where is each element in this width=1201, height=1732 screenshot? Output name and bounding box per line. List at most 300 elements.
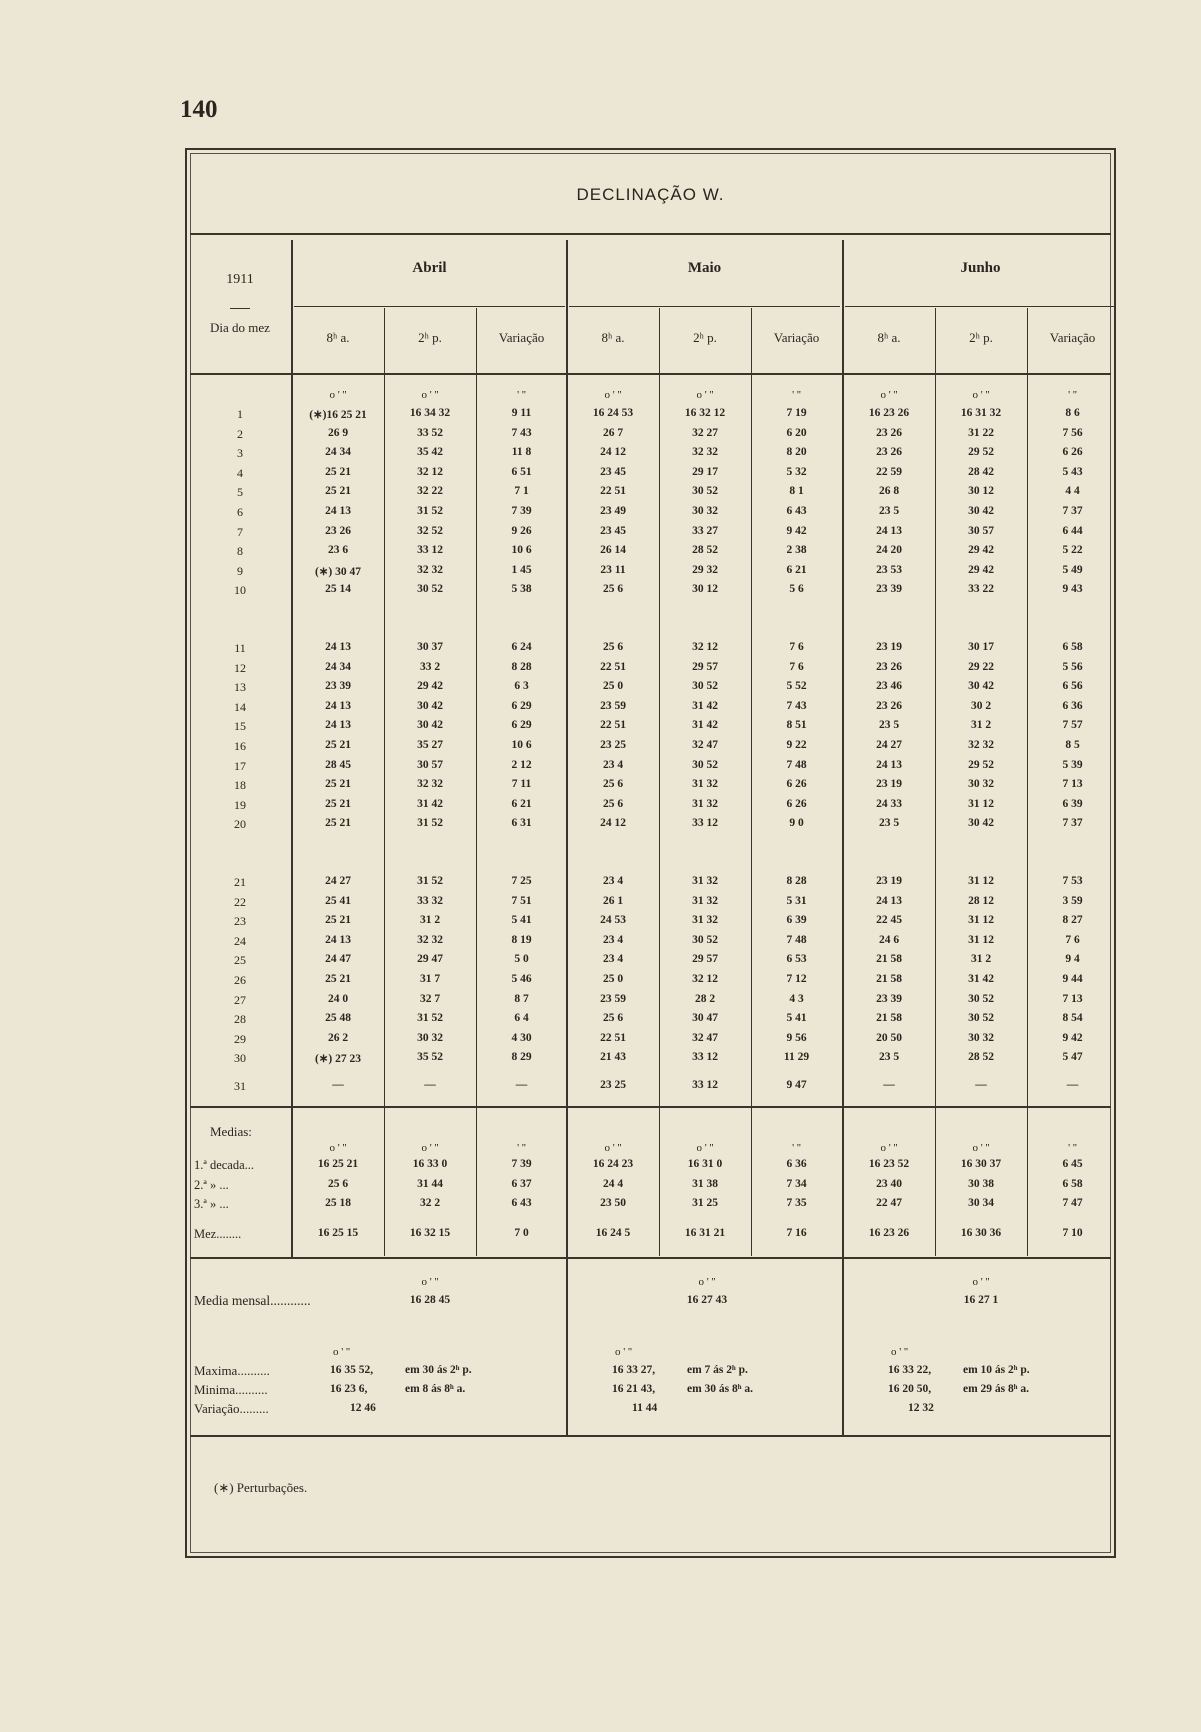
col-header: 8ʰ a. bbox=[601, 330, 625, 345]
table-cell: 30 12 bbox=[968, 485, 994, 498]
table-cell: 9 22 bbox=[786, 739, 807, 751]
table-cell: 25 41 bbox=[325, 894, 351, 907]
unit-marks: ' '' bbox=[517, 1142, 526, 1154]
table-cell: 23 26 bbox=[325, 524, 351, 537]
table-cell: 6 44 bbox=[1062, 524, 1083, 537]
unit-marks: ' '' bbox=[517, 389, 526, 401]
month-mean-cell: 16 25 15 bbox=[317, 1227, 359, 1239]
month-mean-cell: 16 31 21 bbox=[684, 1227, 726, 1239]
table-cell: 26 2 bbox=[327, 1031, 349, 1044]
table-cell: 30 52 bbox=[417, 583, 443, 596]
table-cell: 7 56 bbox=[1062, 426, 1083, 439]
extreme-min: 16 20 50, bbox=[888, 1383, 932, 1395]
table-cell: 26 1 bbox=[602, 894, 624, 907]
month-header-rule bbox=[569, 306, 840, 307]
unit-marks: ' '' bbox=[1068, 389, 1077, 401]
day-number: 27 bbox=[234, 992, 246, 1007]
table-cell: 28 52 bbox=[968, 1051, 994, 1064]
table-cell: 7 25 bbox=[511, 875, 532, 887]
table-cell: 33 27 bbox=[692, 524, 718, 537]
unit-marks: o ' '' bbox=[604, 389, 622, 401]
footnote: (∗) Perturbações. bbox=[214, 1480, 308, 1495]
day-number: 1 bbox=[237, 407, 243, 421]
table-cell: 24 12 bbox=[600, 817, 626, 830]
monthly-mean-value: 16 27 1 bbox=[963, 1294, 999, 1306]
table-cell: 5 22 bbox=[1062, 544, 1083, 557]
means-cell: 6 36 bbox=[786, 1158, 807, 1170]
unit-marks: o ' '' bbox=[333, 1346, 350, 1358]
table-cell: 21 58 bbox=[876, 973, 902, 985]
table-cell: 22 59 bbox=[876, 465, 902, 478]
table-cell: 9 42 bbox=[1062, 1031, 1083, 1044]
table-cell: 24 12 bbox=[600, 446, 626, 459]
means-cell: 23 40 bbox=[876, 1177, 902, 1190]
table-cell: 30 2 bbox=[970, 699, 992, 712]
table-cell: 23 19 bbox=[876, 641, 902, 653]
means-cell: 6 37 bbox=[511, 1177, 532, 1190]
table-cell: 33 32 bbox=[417, 894, 443, 907]
means-cell: 16 31 0 bbox=[687, 1158, 723, 1170]
table-cell: 23 26 bbox=[876, 699, 902, 712]
table-cell: 23 5 bbox=[878, 1051, 900, 1064]
table-cell: 21 58 bbox=[876, 1012, 902, 1025]
table-cell: 22 51 bbox=[600, 485, 626, 498]
table-cell: 29 47 bbox=[417, 953, 443, 966]
table-cell: 23 26 bbox=[876, 660, 902, 673]
day-number: 11 bbox=[234, 641, 246, 655]
table-cell: 8 51 bbox=[786, 719, 807, 732]
table-cell: 29 42 bbox=[417, 680, 443, 693]
table-cell: 30 52 bbox=[968, 1012, 994, 1025]
means-cell: 16 33 0 bbox=[412, 1158, 448, 1170]
table-cell: 6 53 bbox=[786, 953, 807, 966]
table-cell: 4 4 bbox=[1065, 485, 1080, 498]
table-cell: 30 57 bbox=[417, 758, 443, 771]
unit-marks: o ' '' bbox=[329, 1142, 347, 1154]
table-cell: 25 21 bbox=[325, 914, 351, 927]
table-cell: 29 57 bbox=[692, 953, 718, 966]
table-cell: 7 48 bbox=[786, 933, 807, 946]
means-row-label: 3.ª » ... bbox=[194, 1197, 229, 1212]
table-cell: 6 4 bbox=[514, 1012, 529, 1025]
means-row-label: 1.ª decada... bbox=[194, 1158, 255, 1172]
table-title: DECLINAÇÃO W. bbox=[576, 185, 725, 204]
table-cell: 20 50 bbox=[876, 1031, 902, 1044]
unit-marks: o ' '' bbox=[615, 1346, 632, 1358]
table-cell: 26 8 bbox=[878, 485, 900, 498]
table-cell: 25 6 bbox=[602, 778, 624, 791]
table-cell: 24 34 bbox=[325, 446, 351, 459]
month-row-label: Mez........ bbox=[194, 1227, 242, 1241]
table-cell: 7 19 bbox=[786, 407, 807, 419]
table-cell: 6 24 bbox=[511, 641, 532, 653]
table-cell: 30 42 bbox=[968, 680, 994, 693]
table-cell: 33 12 bbox=[417, 544, 443, 557]
table-cell: 28 45 bbox=[325, 758, 351, 771]
extreme-min-note: em 8 ás 8ʰ a. bbox=[405, 1383, 466, 1395]
table-cell: 31 52 bbox=[417, 1012, 443, 1025]
means-cell: 16 24 23 bbox=[592, 1158, 634, 1170]
table-cell: 25 6 bbox=[602, 583, 624, 596]
table-cell: 33 22 bbox=[968, 583, 994, 596]
table-cell: 2 12 bbox=[511, 758, 532, 771]
table-cell: 28 12 bbox=[968, 894, 994, 907]
col-header: Variação bbox=[498, 330, 545, 345]
table-cell: 35 42 bbox=[417, 446, 443, 459]
table-cell: 23 59 bbox=[600, 699, 626, 712]
table-cell: 30 12 bbox=[692, 583, 718, 596]
table-cell: 25 6 bbox=[602, 1012, 624, 1025]
table-cell: 7 57 bbox=[1062, 719, 1083, 732]
table-cell: 35 27 bbox=[417, 739, 443, 751]
table-cell: — bbox=[515, 1079, 528, 1091]
means-cell: 7 34 bbox=[786, 1177, 807, 1190]
table-cell: 25 6 bbox=[602, 797, 624, 810]
table-cell: 32 32 bbox=[417, 778, 443, 791]
table-cell: 6 26 bbox=[786, 797, 807, 810]
table-cell: 25 21 bbox=[325, 739, 351, 751]
table-cell: 23 19 bbox=[876, 875, 902, 887]
day-number: 31 bbox=[234, 1079, 246, 1093]
table-cell: 8 20 bbox=[786, 446, 807, 459]
table-cell: 25 21 bbox=[325, 778, 351, 791]
table-cell: 30 32 bbox=[692, 505, 718, 517]
table-cell: 26 7 bbox=[602, 426, 624, 439]
table-cell: 5 49 bbox=[1062, 563, 1083, 576]
day-number: 28 bbox=[234, 1012, 246, 1027]
header-rule bbox=[190, 373, 1111, 375]
means-cell: 23 50 bbox=[600, 1197, 626, 1210]
col-header: 2ʰ p. bbox=[693, 330, 717, 345]
table-cell: 31 2 bbox=[970, 719, 992, 732]
unit-marks: ' '' bbox=[792, 1142, 801, 1154]
means-cell: 32 2 bbox=[419, 1197, 441, 1210]
table-cell: (∗)16 25 21 bbox=[309, 409, 367, 421]
monthly-mean-value: 16 27 43 bbox=[686, 1294, 728, 1306]
table-cell: 9 0 bbox=[789, 817, 804, 830]
table-cell: 23 5 bbox=[878, 505, 900, 517]
table-cell: 6 29 bbox=[511, 719, 532, 732]
table-cell: 32 32 bbox=[417, 933, 443, 946]
table-cell: 31 52 bbox=[417, 505, 443, 517]
extreme-max: 16 33 27, bbox=[612, 1364, 656, 1376]
table-cell: 31 42 bbox=[692, 719, 718, 732]
day-number: 2 bbox=[237, 426, 243, 441]
table-cell: (∗) 27 23 bbox=[314, 1053, 362, 1066]
unit-marks: o ' '' bbox=[972, 1276, 990, 1288]
table-cell: 28 2 bbox=[694, 992, 716, 1005]
extremes-label: Variação......... bbox=[194, 1401, 269, 1416]
table-cell: 6 36 bbox=[1062, 699, 1083, 712]
table-cell: 16 34 32 bbox=[409, 407, 451, 419]
day-number: 30 bbox=[234, 1051, 246, 1066]
table-cell: 23 11 bbox=[600, 563, 626, 576]
table-cell: 23 45 bbox=[600, 465, 626, 478]
table-cell: 22 45 bbox=[876, 914, 902, 927]
table-cell: 32 32 bbox=[968, 739, 994, 751]
table-cell: 5 41 bbox=[511, 914, 532, 927]
table-cell: 7 6 bbox=[789, 641, 804, 653]
table-cell: 7 43 bbox=[786, 699, 807, 712]
table-cell: 5 38 bbox=[511, 583, 532, 596]
table-cell: 32 7 bbox=[419, 992, 441, 1005]
month-header-0: Abril bbox=[412, 260, 447, 276]
table-cell: 24 34 bbox=[325, 660, 351, 673]
table-cell: 32 52 bbox=[417, 524, 443, 537]
month-mean-cell: 7 10 bbox=[1062, 1227, 1083, 1239]
table-cell: 5 41 bbox=[786, 1012, 807, 1025]
table-cell: 23 26 bbox=[876, 426, 902, 439]
table-cell: 29 52 bbox=[968, 758, 994, 771]
table-cell: 6 26 bbox=[1062, 446, 1083, 459]
table-cell: 26 14 bbox=[600, 544, 626, 557]
table-cell: 16 23 26 bbox=[868, 407, 910, 419]
table-cell: 24 20 bbox=[876, 544, 902, 557]
extremes-label: Maxima.......... bbox=[194, 1363, 270, 1378]
unit-marks: o ' '' bbox=[891, 1346, 908, 1358]
table-cell: 8 27 bbox=[1062, 914, 1083, 927]
table-cell: 24 6 bbox=[878, 933, 900, 946]
table-cell: 23 45 bbox=[600, 524, 626, 537]
table-cell: 29 57 bbox=[692, 660, 718, 673]
table-cell: 32 32 bbox=[692, 446, 718, 459]
table-cell: 24 33 bbox=[876, 797, 902, 810]
extreme-min-note: em 30 ás 8ʰ a. bbox=[687, 1383, 754, 1395]
table-cell: 6 31 bbox=[511, 817, 532, 830]
extreme-min: 16 23 6, bbox=[330, 1383, 368, 1395]
day-number: 7 bbox=[237, 524, 243, 539]
table-cell: 29 22 bbox=[968, 660, 994, 673]
day-number: 24 bbox=[234, 933, 246, 948]
table-cell: — bbox=[975, 1079, 987, 1091]
extremes-rule bbox=[190, 1435, 1111, 1437]
table-cell: 31 32 bbox=[692, 914, 718, 927]
table-cell: 9 43 bbox=[1062, 583, 1083, 596]
means-cell: 16 25 21 bbox=[317, 1158, 359, 1170]
table-cell: 32 12 bbox=[692, 641, 718, 653]
table-cell: 35 52 bbox=[417, 1051, 443, 1064]
col-header: 8ʰ a. bbox=[877, 330, 901, 345]
table-cell: 7 6 bbox=[1065, 933, 1080, 946]
month-rule bbox=[566, 240, 568, 1435]
month-mean-cell: 16 23 26 bbox=[868, 1227, 910, 1239]
table-cell: 31 12 bbox=[968, 914, 994, 927]
table-cell: 23 4 bbox=[602, 875, 624, 887]
table-cell: 7 12 bbox=[786, 973, 807, 985]
day-number: 3 bbox=[237, 446, 243, 461]
table-cell: 31 12 bbox=[968, 933, 994, 946]
col-header: 8ʰ a. bbox=[326, 330, 350, 345]
table-cell: 23 59 bbox=[600, 992, 626, 1005]
table-cell: 24 27 bbox=[325, 875, 351, 887]
table-cell: 25 0 bbox=[602, 680, 624, 693]
year-label: 1911 bbox=[226, 272, 254, 287]
table-cell: 5 0 bbox=[514, 953, 529, 966]
table-cell: 25 0 bbox=[602, 973, 624, 985]
table-cell: 23 4 bbox=[602, 953, 624, 966]
means-cell: 30 38 bbox=[968, 1177, 994, 1190]
monthly-mean-label: Media mensal............ bbox=[194, 1293, 311, 1308]
table-cell: 25 21 bbox=[325, 465, 351, 478]
extreme-max-note: em 10 ás 2ʰ p. bbox=[963, 1364, 1030, 1376]
table-cell: 5 6 bbox=[789, 583, 804, 596]
day-number: 16 bbox=[234, 739, 246, 753]
table-cell: 8 6 bbox=[1065, 407, 1080, 419]
table-cell: 29 52 bbox=[968, 446, 994, 459]
means-row-label: 2.ª » ... bbox=[194, 1177, 229, 1192]
table-cell: 24 13 bbox=[325, 699, 351, 712]
month-header-2: Junho bbox=[960, 260, 1001, 276]
month-mean-cell: 16 24 5 bbox=[595, 1227, 631, 1239]
table-cell: 31 32 bbox=[692, 894, 718, 907]
table-cell: 22 51 bbox=[600, 660, 626, 673]
table-cell: 23 39 bbox=[876, 992, 902, 1005]
page-number: 140 bbox=[180, 96, 218, 123]
monthly-mean-value: 16 28 45 bbox=[409, 1294, 451, 1306]
table-cell: 30 32 bbox=[968, 778, 994, 791]
unit-marks: ' '' bbox=[792, 389, 801, 401]
table-cell: 24 0 bbox=[327, 992, 349, 1005]
unit-marks: o ' '' bbox=[972, 389, 990, 401]
table-cell: 31 42 bbox=[968, 973, 994, 985]
table-cell: 25 6 bbox=[602, 641, 624, 653]
table-cell: 6 29 bbox=[511, 699, 532, 712]
table-cell: 30 42 bbox=[417, 719, 443, 732]
table-cell: 8 1 bbox=[789, 485, 804, 498]
table-cell: 25 21 bbox=[325, 485, 351, 498]
table-cell: 31 2 bbox=[419, 914, 441, 927]
table-cell: 32 27 bbox=[692, 426, 718, 439]
means-cell: 25 6 bbox=[327, 1177, 349, 1190]
table-cell: 24 13 bbox=[325, 933, 351, 946]
table-cell: 6 58 bbox=[1062, 641, 1083, 653]
table-cell: 31 52 bbox=[417, 817, 443, 830]
table-cell: 23 5 bbox=[878, 719, 900, 732]
table-cell: 16 31 32 bbox=[960, 407, 1002, 419]
table-cell: 6 56 bbox=[1062, 680, 1083, 693]
table-cell: 24 13 bbox=[325, 719, 351, 732]
table-cell: 8 19 bbox=[511, 933, 532, 946]
table-cell: 23 53 bbox=[876, 563, 902, 576]
table-cell: 7 37 bbox=[1062, 817, 1083, 830]
day-number: 15 bbox=[234, 719, 246, 734]
extreme-max: 16 33 22, bbox=[888, 1364, 932, 1376]
table-cell: 23 25 bbox=[600, 1079, 626, 1091]
col-header: 2ʰ p. bbox=[969, 330, 993, 345]
day-number: 6 bbox=[237, 505, 243, 519]
table-cell: 7 37 bbox=[1062, 505, 1083, 517]
day-number: 18 bbox=[234, 778, 246, 793]
table-cell: 2 38 bbox=[786, 544, 807, 557]
unit-marks: o ' '' bbox=[421, 389, 439, 401]
means-cell: 31 38 bbox=[692, 1177, 718, 1190]
table-cell: 31 12 bbox=[968, 797, 994, 810]
table-cell: 6 20 bbox=[786, 426, 807, 439]
table-cell: 30 57 bbox=[968, 524, 994, 537]
table-cell: 7 13 bbox=[1062, 778, 1083, 791]
means-cell: 24 4 bbox=[602, 1177, 624, 1190]
table-cell: — bbox=[424, 1079, 436, 1091]
table-cell: 25 21 bbox=[325, 817, 351, 830]
table-cell: 30 42 bbox=[968, 505, 994, 517]
means-cell: 25 18 bbox=[325, 1197, 351, 1210]
data-bottom-rule bbox=[190, 1106, 1111, 1108]
table-cell: 31 2 bbox=[970, 953, 992, 966]
table-cell: 1 45 bbox=[511, 563, 532, 576]
table-cell: 33 2 bbox=[419, 660, 441, 673]
table-cell: 6 3 bbox=[514, 680, 529, 693]
table-cell: 8 28 bbox=[511, 660, 532, 673]
unit-marks: o ' '' bbox=[972, 1142, 990, 1154]
day-number: 8 bbox=[237, 544, 243, 559]
table-cell: 11 8 bbox=[511, 446, 532, 459]
means-label: Medias: bbox=[210, 1124, 252, 1139]
extreme-variation: 12 46 bbox=[350, 1402, 376, 1414]
table-cell: 6 21 bbox=[511, 797, 532, 810]
extreme-variation: 11 44 bbox=[632, 1402, 658, 1414]
table-cell: 16 24 53 bbox=[592, 407, 634, 419]
table-cell: 24 27 bbox=[876, 739, 902, 751]
col-header: Variação bbox=[1049, 330, 1096, 345]
day-number: 25 bbox=[234, 953, 246, 968]
table-cell: 23 4 bbox=[602, 758, 624, 771]
day-number: 13 bbox=[234, 680, 246, 695]
table-cell: 29 32 bbox=[692, 563, 718, 576]
table-cell: 23 6 bbox=[327, 544, 349, 557]
table-cell: 21 58 bbox=[876, 953, 902, 966]
table-cell: 7 51 bbox=[511, 894, 532, 907]
table-cell: 24 13 bbox=[876, 894, 902, 907]
table-cell: 10 6 bbox=[511, 544, 532, 557]
table-cell: 30 42 bbox=[968, 817, 994, 830]
table-cell: 11 29 bbox=[783, 1051, 810, 1064]
day-number: 21 bbox=[234, 875, 246, 889]
table-cell: 10 6 bbox=[511, 739, 532, 751]
table-cell: 33 12 bbox=[692, 817, 718, 830]
table-cell: 25 14 bbox=[325, 583, 351, 596]
table-cell: 9 11 bbox=[511, 407, 532, 419]
month-mean-cell: 16 30 36 bbox=[960, 1227, 1002, 1239]
table-cell: 7 1 bbox=[514, 485, 529, 498]
table-cell: 31 32 bbox=[692, 778, 718, 791]
day-number: 20 bbox=[234, 817, 246, 832]
table-cell: 9 56 bbox=[786, 1031, 807, 1044]
means-cell: 7 35 bbox=[786, 1197, 807, 1210]
table-cell: 31 32 bbox=[692, 797, 718, 810]
table-cell: 30 32 bbox=[968, 1031, 994, 1044]
day-number: 29 bbox=[234, 1031, 246, 1046]
table-cell: 25 21 bbox=[325, 797, 351, 810]
table-cell: 9 44 bbox=[1062, 973, 1083, 985]
extremes-label: Minima.......... bbox=[194, 1382, 268, 1397]
table-cell: 29 17 bbox=[692, 465, 718, 478]
unit-marks: o ' '' bbox=[421, 1142, 439, 1154]
unit-marks: o ' '' bbox=[329, 389, 347, 401]
table-cell: 31 7 bbox=[419, 973, 441, 985]
table-cell: 5 47 bbox=[1062, 1051, 1083, 1064]
table-cell: 32 32 bbox=[417, 563, 443, 576]
table-cell: 23 26 bbox=[876, 446, 902, 459]
table-frame-inner bbox=[190, 153, 1111, 1553]
table-cell: 7 11 bbox=[511, 778, 532, 791]
table-cell: — bbox=[883, 1079, 895, 1091]
table-cell: 30 32 bbox=[417, 1031, 443, 1044]
monthly-rule bbox=[190, 1257, 1111, 1259]
day-number: 14 bbox=[234, 699, 246, 714]
table-cell: 25 48 bbox=[325, 1012, 351, 1025]
month-rule bbox=[842, 240, 844, 1435]
table-cell: 28 42 bbox=[968, 465, 994, 478]
